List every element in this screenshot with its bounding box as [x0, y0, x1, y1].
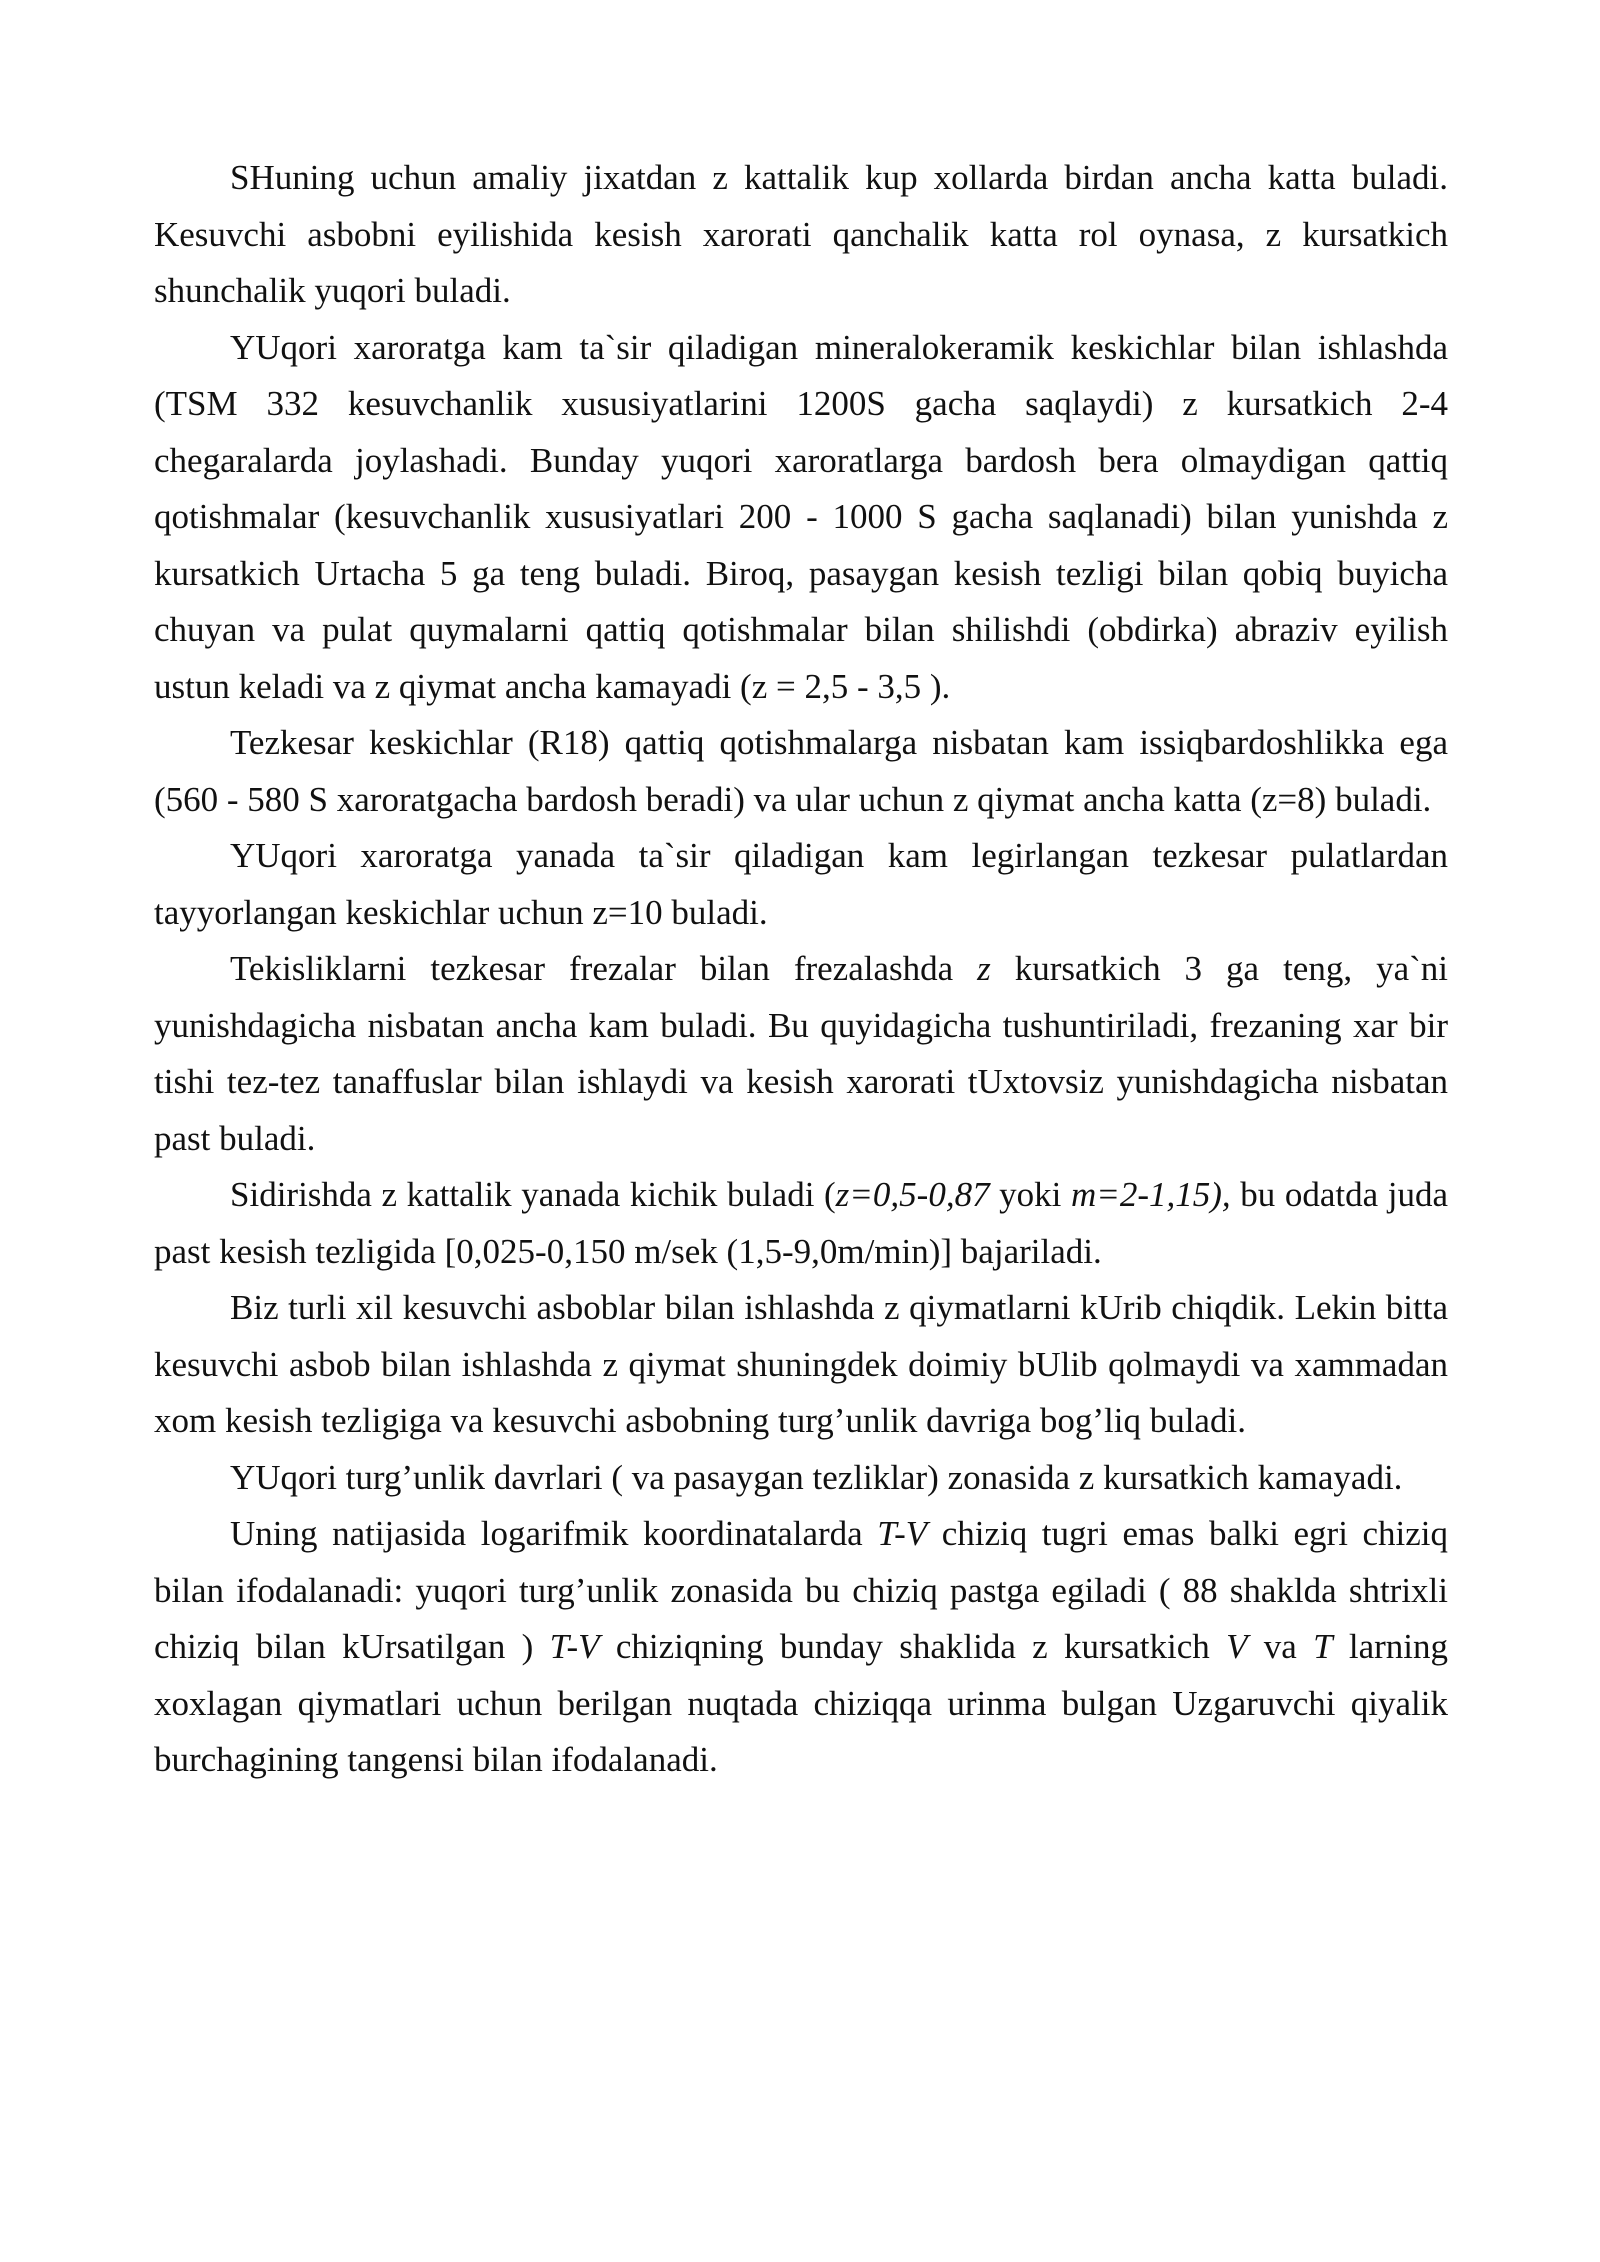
paragraph-text: chiziq tugri emas balki egri chiziq bilan ifodalanadi: yuqori turg’unlik zonasida bu chiziq pastga egiladi ( 88 shaklda shtrixli chiziq bilan kUrsatilgan ) — [154, 1514, 1448, 1666]
paragraph — [154, 1280, 1448, 1450]
paragraph-text: Tezkesar keskichlar (R18) qattiq qotishmalarga nisbatan kam issiqbardoshlikka ega (560 - 580 S xaroratgacha bardosh beradi) va ular uchun z qiymat ancha katta (z=8) buladi. — [154, 723, 1448, 819]
document-page — [154, 150, 1448, 1789]
paragraph-text: Tekisliklarni tezkesar frezalar bilan frezalashda — [230, 949, 978, 988]
paragraph — [154, 1450, 1448, 1507]
italic-formula: z=0,5-0,87 — [835, 1175, 990, 1214]
paragraph-text: YUqori xaroratga kam ta`sir qiladigan mineralokeramik keskichlar bilan ishlashda (TSM 332 kesuvchanlik xususiyatlarini 1200S gacha saqlaydi) z kursatkich 2-4 chegaralarda joylashadi. Bunday yuqori xaroratlarga bardosh bera olmaydigan qattiq qotishmalar (kesuvchanlik xususiyatlari 200 - 1000 S gacha saqlanadi) bilan yunishda z kursatkich Urtacha 5 ga teng buladi. Biroq, pasaygan kesish tezligi bilan qobiq buyicha chuyan va pulat quymalarni qattiq qotishmalar bilan shilishdi (obdirka) abraziv eyilish ustun keladi va z qiymat ancha kamayadi (z = 2,5 - 3,5 ). — [154, 327, 1448, 706]
italic-variable: z — [977, 949, 991, 988]
paragraph-text: yoki — [989, 1175, 1071, 1214]
paragraph — [154, 1167, 1448, 1280]
paragraph-text: larning xoxlagan qiymatlari uchun berilgan nuqtada chiziqqa urinma bulgan Uzgaruvchi qiyalik burchagining tangensi bilan ifodalanadi. — [154, 1627, 1449, 1779]
paragraph-text: bu odatda juda past kesish tezligida [0,025-0,150 m/sek (1,5-9,0m/min)] bajariladi. — [154, 1175, 1448, 1271]
paragraph-text: chiziqning bunday shaklida z kursatkich — [599, 1627, 1227, 1666]
italic-variable: T-V — [877, 1514, 928, 1553]
paragraph-text: kursatkich 3 ga teng, ya`ni yunishdagicha nisbatan ancha kam buladi. Bu quyidagicha tushuntiriladi, frezaning xar bir tishi tez-tez tanaffuslar bilan ishlaydi va kesish xarorati tUxtovsiz yunishdagicha nisbatan past buladi. — [154, 949, 1448, 1158]
paragraph — [154, 715, 1448, 828]
paragraph — [154, 828, 1448, 941]
paragraph-text: YUqori xaroratga yanada ta`sir qiladigan kam legirlangan tezkesar pulatlardan tayyorlangan keskichlar uchun z=10 buladi. — [154, 836, 1448, 932]
italic-variable: T — [1313, 1627, 1333, 1666]
italic-variable: V — [1226, 1627, 1248, 1666]
paragraph-text: YUqori turg’unlik davrlari ( va pasaygan tezliklar) zonasida z kursatkich kamayadi. — [230, 1457, 1403, 1497]
paragraph — [154, 1506, 1448, 1789]
italic-formula: m=2-1,15), — [1070, 1175, 1231, 1214]
paragraph — [154, 150, 1448, 320]
italic-variable: T-V — [549, 1627, 600, 1666]
paragraph-text: Sidirishda z kattalik yanada kichik buladi ( — [230, 1175, 836, 1214]
paragraph — [154, 941, 1448, 1167]
paragraph-text: va — [1247, 1627, 1314, 1666]
paragraph-text: SHuning uchun amaliy jixatdan z kattalik kup xollarda birdan ancha katta buladi. Kesuvchi asbobni eyilishida kesish xarorati qanchalik katta rol oynasa, z kursatkich shunchalik yuqori buladi. — [154, 158, 1448, 310]
paragraph-text: Uning natijasida logarifmik koordinatalarda — [230, 1514, 878, 1553]
paragraph — [154, 320, 1448, 716]
paragraph-text: Biz turli xil kesuvchi asboblar bilan ishlashda z qiymatlarni kUrib chiqdik. Lekin bitta kesuvchi asbob bilan ishlashda z qiymat shuningdek doimiy bUlib qolmaydi va xammadan xom kesish tezligiga va kesuvchi asbobning turg’unlik davriga bog’liq buladi. — [154, 1288, 1448, 1440]
